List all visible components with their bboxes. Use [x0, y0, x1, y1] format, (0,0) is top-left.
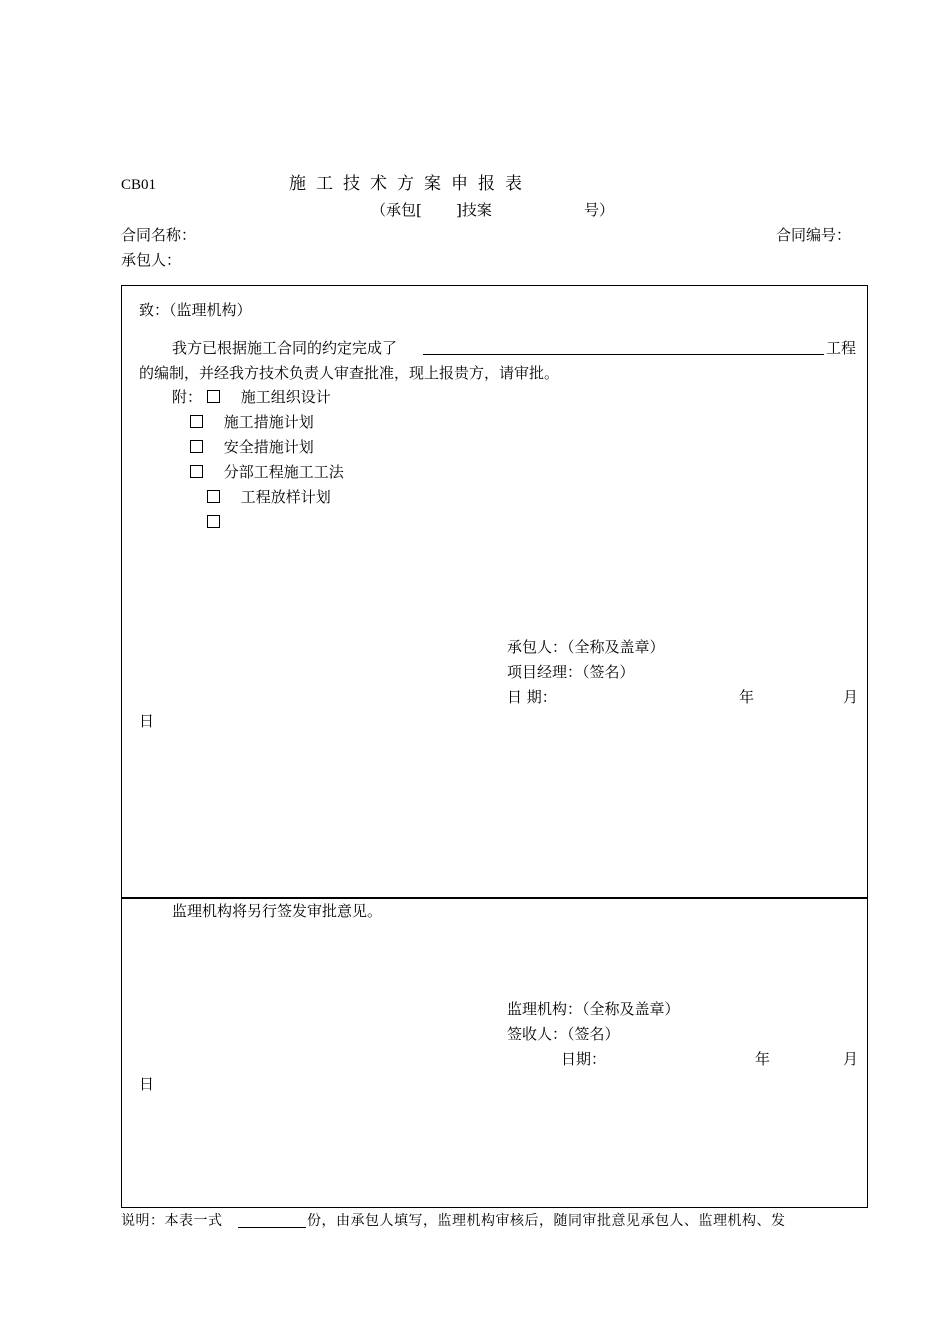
contractor-signature: 承包人：（全称及盖章）	[507, 638, 665, 656]
checkbox-icon[interactable]	[207, 515, 220, 528]
contract-number-label: 合同编号：	[776, 226, 852, 244]
statement-part2: 工程	[826, 339, 857, 357]
statement-line2: 的编制，并经我方技术负责人审查批准，现上报贵方，请审批。	[139, 364, 560, 382]
subtitle-mid: ]技案	[456, 201, 492, 219]
date-day: 日	[139, 1075, 155, 1093]
attachment-label: 分部工程施工工法	[223, 463, 344, 481]
form-code: CB01	[121, 177, 157, 193]
contract-name-label: 合同名称：	[121, 226, 197, 244]
date-year: 年	[755, 1050, 771, 1068]
receiver-signature: 签收人：（签名）	[507, 1025, 620, 1043]
date-month: 月	[843, 688, 859, 706]
date-year: 年	[739, 688, 755, 706]
form-title: 施工技术方案申报表	[289, 174, 532, 194]
attach-label: 附：	[172, 388, 203, 406]
attachment-label: 施工组织设计	[240, 388, 331, 406]
attachment-item[interactable]	[207, 490, 331, 505]
attachment-item[interactable]	[207, 390, 331, 405]
attachment-item[interactable]	[190, 440, 314, 455]
supervisor-org-signature: 监理机构：（全称及盖章）	[507, 1000, 680, 1018]
footer-note-part2: 份，由承包人填写，监理机构审核后，随同审批意见承包人、监理机构、发	[307, 1213, 786, 1229]
date-label: 日 期：	[507, 688, 557, 706]
contractor-label: 承包人：	[121, 251, 182, 269]
checkbox-icon[interactable]	[190, 440, 203, 453]
checkbox-icon[interactable]	[190, 415, 203, 428]
statement-part1: 我方已根据施工合同的约定完成了	[172, 339, 398, 357]
to-supervisor-label: 致：（监理机构）	[139, 301, 252, 319]
checkbox-icon[interactable]	[207, 390, 220, 403]
footer-note-part1: 说明：本表一式	[121, 1213, 223, 1229]
supervisor-opinion: 监理机构将另行签发审批意见。	[172, 902, 383, 920]
attachment-label: 安全措施计划	[223, 438, 314, 456]
date-label: 日期：	[561, 1050, 607, 1068]
subtitle-suffix: 号）	[584, 201, 615, 219]
attachment-item[interactable]	[190, 465, 344, 480]
attachment-label: 施工措施计划	[223, 413, 314, 431]
project-manager-signature: 项目经理：（签名）	[507, 663, 635, 681]
attachment-item[interactable]	[190, 415, 314, 430]
checkbox-icon[interactable]	[190, 465, 203, 478]
attachment-label: 工程放样计划	[240, 488, 331, 506]
subtitle-prefix: （承包[	[371, 201, 422, 219]
date-month: 月	[843, 1050, 859, 1068]
copies-blank[interactable]	[238, 1227, 306, 1228]
date-day: 日	[139, 712, 155, 730]
project-name-blank[interactable]	[423, 354, 824, 355]
attachment-item-blank[interactable]	[207, 515, 220, 530]
checkbox-icon[interactable]	[207, 490, 220, 503]
